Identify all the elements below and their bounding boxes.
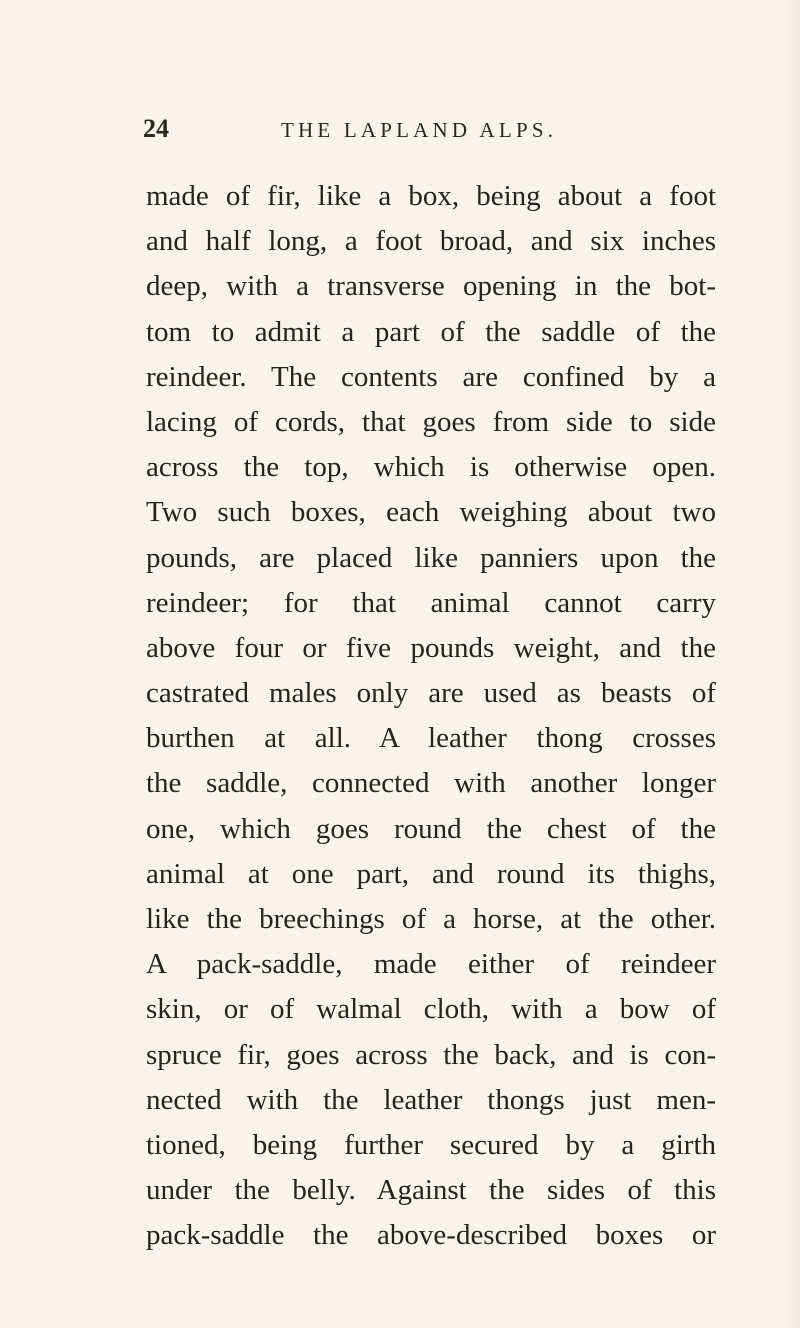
text-line: castrated males only are used as beasts of xyxy=(146,677,716,710)
text-line: skin, or of walmal cloth, with a bow of xyxy=(146,993,716,1026)
text-line: pack-saddle the above-described boxes or xyxy=(146,1219,716,1252)
text-line: reindeer; for that animal cannot carry xyxy=(146,586,716,619)
body-text xyxy=(146,178,716,1263)
text-line: the saddle, connected with another longer xyxy=(146,767,716,800)
text-line: and half long, a foot broad, and six inches xyxy=(146,225,716,258)
text-line: animal at one part, and round its thighs, xyxy=(146,857,716,890)
text-line: lacing of cords, that goes from side to side xyxy=(146,405,716,438)
text-line: above four or five pounds weight, and the xyxy=(146,631,716,664)
text-line: tom to admit a part of the saddle of the xyxy=(146,315,716,348)
text-line: reindeer. The contents are confined by a xyxy=(146,360,716,393)
page-header xyxy=(143,114,703,144)
text-line: across the top, which is otherwise open. xyxy=(146,451,716,484)
text-line: pounds, are placed like panniers upon the xyxy=(146,541,716,574)
page-edge-shadow xyxy=(786,0,800,1328)
running-title: THE LAPLAND ALPS. xyxy=(281,118,558,142)
text-line: like the breechings of a horse, at the other. xyxy=(146,903,716,935)
text-line: tioned, being further secured by a girth xyxy=(146,1128,716,1161)
text-line: burthen at all. A leather thong crosses xyxy=(146,722,716,755)
text-line: one, which goes round the chest of the xyxy=(146,812,716,845)
text-line: Two such boxes, each weighing about two xyxy=(146,496,716,529)
text-line: made of fir, like a box, being about a foot xyxy=(146,180,716,212)
text-line: deep, with a transverse opening in the bot- xyxy=(146,270,716,303)
text-line: nected with the leather thongs just men- xyxy=(146,1083,716,1116)
page-number: 24 xyxy=(143,114,169,143)
text-line: under the belly. Against the sides of this xyxy=(146,1174,716,1207)
text-line: A pack-saddle, made either of reindeer xyxy=(146,948,716,981)
text-line: spruce fir, goes across the back, and is con- xyxy=(146,1038,716,1071)
